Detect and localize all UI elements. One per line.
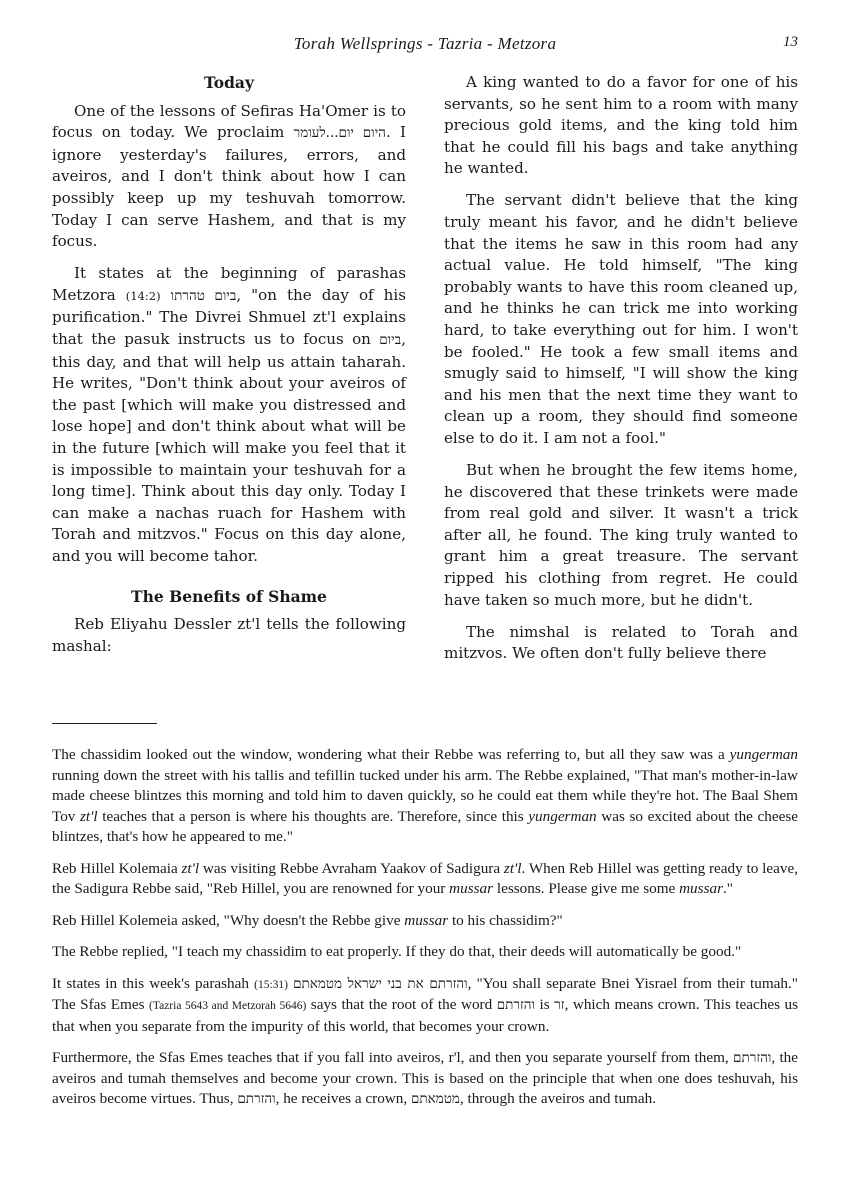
hebrew-phrase: ביום טהרתו: [170, 287, 237, 304]
running-title: Torah Wellsprings - Tazria - Metzora: [293, 34, 557, 53]
hebrew-phrase: ביום: [379, 332, 402, 349]
footnote: Reb Hillel Kolemaia zt'l was visiting Rebbe Avraham Yaakov of Sadigura zt'l. When Reb Hillel was getting ready to leave, the Sadigura Rebbe said, "Reb Hillel, you are renowned for your mussar lessons. Please give me some mussar.": [52, 859, 798, 897]
footnote: Reb Hillel Kolemeia asked, "Why doesn't the Rebbe give mussar to his chassidim?": [52, 911, 563, 929]
footnotes: [52, 745, 798, 1121]
paragraph: It states at the beginning of parashas Metzora (14:2) ביום טהרתו, "on the day of his purification." The Divrei Shmuel zt'l explains that the pasuk instructs us to focus on ביום, this day, and that will help us attain taharah. He writes, "Don't think about your aveiros of the past [which will make you distressed and lose hope] and don't think about what will be in the future [which will make you feel that it is impossible to maintain your teshuvah for a long time]. Think about this day only. Today I can make a nachas ruach for Hashem with Torah and mitzvos." Focus on this day alone, and you will become tahor.: [52, 264, 406, 565]
paragraph: Reb Eliyahu Dessler zt'l tells the following mashal:: [52, 615, 406, 655]
right-column: [444, 72, 798, 675]
footnote-divider: [52, 723, 157, 724]
footnote: It states in this week's parashah (15:31) והזרתם את בני ישראל מטמאתם, "You shall separate Bnei Yisrael from their tumah." The Sfas Emes (Tazria 5643 and Metzorah 5646) says that the root of the word והזרתם is זר, which means crown. This teaches us that when you separate from the impurity of this world, that becomes your crown.: [52, 974, 798, 1035]
paragraph: The servant didn't believe that the king truly meant his favor, and he didn't believe that the items he saw in this room had any actual value. He told himself, "The king probably wants to have this room cleaned up, and he thinks he can trick me into working hard, to take everything out for him. I won't be fooled." He took a few small items and smugly said to himself, "I will show the king and his men that the next time they want to clean up a room, they should find someone else to do it. I am not a fool.": [444, 191, 798, 447]
section-heading-today: Today: [204, 73, 254, 92]
footnote: Furthermore, the Sfas Emes teaches that if you fall into aveiros, r'l, and then you separate yourself from them, והזרתם, the aveiros and tumah themselves and become your crown. This is based on the principle that when one does teshuvah, his aveiros become virtues. Thus, והזרתם, he receives a crown, מטמאתם, through the aveiros and tumah.: [52, 1049, 798, 1107]
running-header: [52, 34, 798, 58]
footnote: The chassidim looked out the window, wondering what their Rebbe was referring to, but all they saw was a yungerman running down the street with his tallis and tefillin tucked under his arm. The Rebbe explained, "That man's mother-in-law made cheese blintzes this morning and told him to daven quickly, so he could eat them while they're hot. The Baal Shem Tov zt'l teaches that a person is where his thoughts are. Therefore, since this yungerman was so excited about the cheese blintzes, that's how he appeared to me.": [52, 746, 798, 845]
paragraph: One of the lessons of Sefiras Ha'Omer is to focus on today. We proclaim היום יום...לעומר. I ignore yesterday's failures, errors, and aveiros, and I don't think about how I can possibly keep up my teshuvah tomorrow. Today I can serve Hashem, and that is my focus.: [52, 101, 406, 251]
verse-reference: (14:2): [125, 288, 161, 303]
left-column: [52, 72, 406, 668]
paragraph: A king wanted to do a favor for one of his servants, so he sent him to a room with many precious gold items, and the king told him that he could fill his bags and take anything he wanted.: [444, 73, 798, 178]
hebrew-phrase: היום יום...לעומר: [293, 125, 386, 142]
paragraph: But when he brought the few items home, he discovered that these trinkets were made from real gold and silver. It wasn't a trick after all, he found. The king truly wanted to grant him a great treasure. The servant ripped his clothing from regret. He could have taken so much more, but he didn't.: [444, 461, 798, 609]
footnote: The Rebbe replied, "I teach my chassidim to eat properly. If they do that, their deeds will automatically be good.": [52, 943, 742, 960]
page-number: 13: [783, 34, 798, 50]
section-heading-benefits-of-shame: The Benefits of Shame: [131, 586, 327, 606]
paragraph: The nimshal is related to Torah and mitzvos. We often don't fully believe there: [444, 622, 798, 663]
